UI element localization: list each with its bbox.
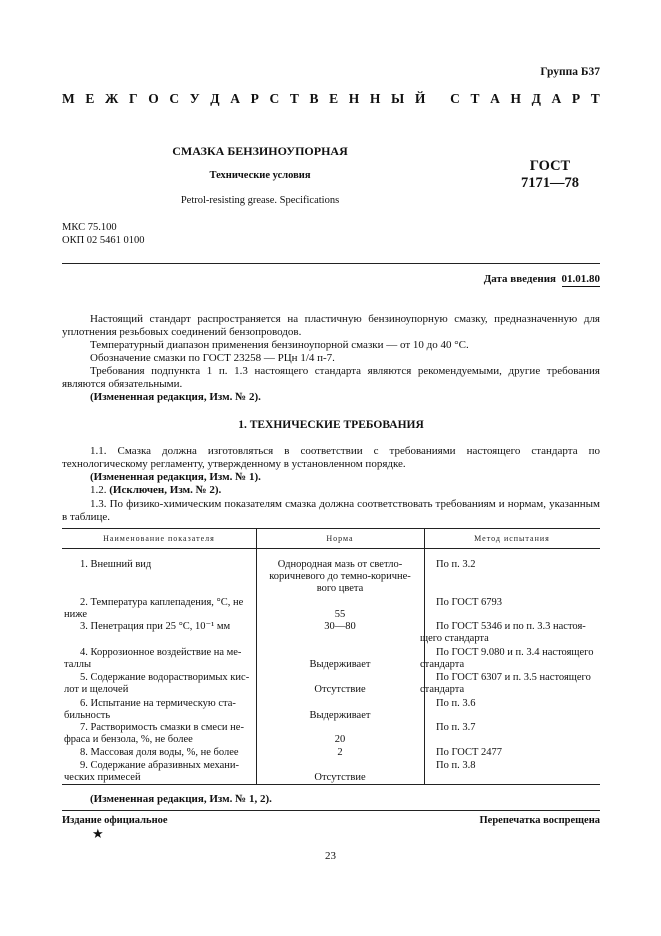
table-top-rule bbox=[62, 528, 600, 529]
table-cell-method-line: стандарта bbox=[420, 684, 465, 696]
gost-label: ГОСТ bbox=[529, 158, 571, 174]
table-cell-norm bbox=[260, 559, 420, 596]
table-cell-norm-line bbox=[260, 672, 420, 684]
mks-code: МКС 75.100 bbox=[62, 222, 117, 233]
star-icon: ★ bbox=[92, 826, 104, 841]
table-cell-name-line: 4. Коррозионное воздействие на ме- bbox=[80, 647, 242, 658]
section-paragraph-1-3: 1.3. По физико-химическим показателям смазка должна соответствовать требованиям и нормам, указанным в таблице. bbox=[62, 498, 600, 524]
gost-number bbox=[500, 158, 600, 192]
table-cell-method-line: По п. 3.2 bbox=[436, 559, 476, 570]
banner-letter: А bbox=[230, 91, 240, 106]
table-cell-norm bbox=[260, 722, 420, 746]
table-header-rule bbox=[62, 548, 600, 549]
table-cell-name bbox=[64, 760, 254, 784]
banner-letter: Е bbox=[85, 91, 95, 106]
table-cell-name-line: 1. Внешний вид bbox=[80, 559, 152, 570]
footer-rule bbox=[62, 810, 600, 811]
table-cell-name bbox=[64, 747, 254, 759]
table-cell-norm bbox=[260, 698, 420, 722]
banner-letter: Е bbox=[329, 91, 339, 106]
english-title: Petrol-resisting grease. Specifications bbox=[180, 195, 340, 206]
clause-1-2-number: 1.2. bbox=[90, 484, 107, 496]
banner-letter: С bbox=[269, 91, 280, 106]
section-amendment-note: (Измененная редакция, Изм. № 1). bbox=[90, 471, 261, 483]
table-cell-norm-line: 55 bbox=[334, 609, 346, 621]
banner-letter: Ж bbox=[105, 91, 119, 106]
table-bottom-rule bbox=[62, 784, 600, 785]
table-cell-norm bbox=[260, 647, 420, 671]
official-edition: Издание официальное bbox=[62, 815, 168, 826]
banner-letter: Д bbox=[210, 91, 220, 106]
table-cell-name bbox=[64, 621, 254, 633]
table-cell-name-line: ниже bbox=[64, 609, 88, 621]
effective-date-value: 01.01.80 bbox=[561, 273, 600, 285]
banner-letter: Т bbox=[289, 91, 299, 106]
table-cell-norm-line: Выдерживает bbox=[309, 659, 371, 671]
table-cell-norm-line bbox=[260, 597, 420, 609]
gost-code: 7171—78 bbox=[521, 175, 579, 191]
table-cell-method-line: По п. 3.6 bbox=[436, 698, 476, 709]
banner-letter: О bbox=[148, 91, 159, 106]
banner-letter: Н bbox=[510, 91, 521, 106]
banner-letter: Й bbox=[414, 91, 426, 106]
table-cell-method-line: По ГОСТ 5346 и по п. 3.3 настоя- bbox=[436, 621, 586, 632]
effective-date-label: Дата введения bbox=[483, 273, 556, 285]
banner-letter: Р bbox=[571, 91, 581, 106]
table-cell-method-line: стандарта bbox=[420, 659, 465, 671]
header-rule bbox=[62, 263, 600, 264]
table-cell-name bbox=[64, 722, 254, 746]
table-cell-name-line: 3. Пенетрация при 25 °С, 10⁻¹ мм bbox=[80, 621, 231, 632]
banner-letter: А bbox=[490, 91, 500, 106]
table-cell-norm-line bbox=[260, 647, 420, 659]
table-cell-norm-line: Отсутствие bbox=[314, 772, 366, 784]
table-cell-method-line: По п. 3.8 bbox=[436, 760, 476, 771]
intro-paragraph-2: Температурный диапазон применения бензиноупорной смазки — от 10 до 40 °С. bbox=[90, 339, 469, 351]
table-cell-name bbox=[64, 698, 254, 722]
table-cell-name-line: 6. Испытание на термическую ста- bbox=[80, 698, 236, 709]
banner-letter: С bbox=[169, 91, 180, 106]
table-cell-norm-line: вого цвета bbox=[316, 583, 364, 595]
banner-letter: М bbox=[62, 91, 75, 106]
table-cell-name-line: бильность bbox=[64, 710, 111, 722]
table-cell-name-line: лот и щелочей bbox=[64, 684, 129, 696]
table-cell-name-line: ческих примесей bbox=[64, 772, 141, 784]
table-cell-method bbox=[420, 698, 600, 710]
section-paragraph-1-2 bbox=[62, 484, 600, 497]
table-cell-norm-line: Однородная мазь от светло- bbox=[277, 559, 403, 570]
table-cell-method-line: По ГОСТ 6307 и п. 3.5 настоящего bbox=[436, 672, 591, 683]
table-cell-name-line: таллы bbox=[64, 659, 92, 671]
table-cell-name-line: 5. Содержание водорастворимых кис- bbox=[80, 672, 250, 683]
clause-1-2-text: (Исключен, Изм. № 2). bbox=[109, 484, 222, 496]
standard-banner bbox=[62, 91, 600, 107]
intro-paragraph-3: Обозначение смазки по ГОСТ 23258 — РЦн 1/4 п-7. bbox=[90, 352, 335, 364]
table-cell-method-line: По ГОСТ 9.080 и п. 3.4 настоящего bbox=[436, 647, 594, 658]
table-cell-norm-line bbox=[260, 760, 420, 772]
table-cell-norm bbox=[260, 747, 420, 759]
table-cell-name bbox=[64, 559, 254, 571]
table-cell-norm bbox=[260, 760, 420, 784]
banner-letter: Д bbox=[531, 91, 541, 106]
intro-paragraph-1: Настоящий стандарт распространяется на пластичную бензиноупорную смазку, предназначенную для уплотнения резьбовых соединений бензопроводов. bbox=[62, 313, 600, 339]
table-cell-method bbox=[420, 722, 600, 734]
banner-letter: Н bbox=[369, 91, 381, 106]
table-cell-method-line: По ГОСТ 2477 bbox=[436, 747, 503, 758]
table-cell-method-line: По ГОСТ 6793 bbox=[436, 597, 503, 608]
table-cell-norm bbox=[260, 672, 420, 696]
table-cell-norm-line: Отсутствие bbox=[314, 684, 366, 696]
table-cell-norm-line: 2 bbox=[337, 747, 343, 758]
table-cell-method bbox=[420, 597, 600, 609]
table-header-norm: Норма bbox=[326, 534, 354, 543]
table-cell-name-line: 9. Содержание абразивных механи- bbox=[80, 760, 240, 771]
table-cell-name-line: 2. Температура каплепадения, °С, не bbox=[80, 597, 244, 608]
table-cell-name-line: фраса и бензола, %, не более bbox=[64, 734, 193, 746]
table-cell-method bbox=[420, 621, 600, 645]
banner-letter: Ы bbox=[391, 91, 405, 106]
table-cell-method bbox=[420, 559, 600, 571]
table-cell-name-line: 8. Массовая доля воды, %, не более bbox=[80, 747, 239, 758]
table-cell-method bbox=[420, 647, 600, 671]
page-number: 23 bbox=[325, 850, 336, 862]
document-subtitle: Технические условия bbox=[209, 170, 311, 181]
table-header-method: Метод испытания bbox=[474, 534, 550, 543]
banner-letter: А bbox=[551, 91, 562, 106]
table-cell-method bbox=[420, 747, 600, 759]
intro-paragraph-4: Требования подпункта 1 п. 1.3 настоящего стандарта являются рекомендуемыми, другие требования являются обязательными. bbox=[62, 365, 600, 391]
table-cell-name bbox=[64, 597, 254, 621]
section-heading: 1. ТЕХНИЧЕСКИЕ ТРЕБОВАНИЯ bbox=[238, 419, 424, 431]
table-header-name: Наименование показателя bbox=[103, 534, 215, 543]
section-paragraph-1-1: 1.1. Смазка должна изготовляться в соответствии с требованиями настоящего стандарта по технологическому регламенту, утвержденному в установленном порядке. bbox=[62, 445, 600, 471]
banner-letter bbox=[436, 91, 439, 107]
table-amendment-note: (Измененная редакция, Изм. № 1, 2). bbox=[90, 793, 272, 805]
effective-date bbox=[300, 273, 600, 285]
group-code: Группа Б37 bbox=[540, 66, 600, 78]
banner-letter: Г bbox=[129, 91, 138, 106]
table-cell-name bbox=[64, 647, 254, 671]
table-cell-name bbox=[64, 672, 254, 696]
table-cell-norm-line: 20 bbox=[334, 734, 346, 746]
table-cell-name-line: 7. Растворимость смазки в смеси не- bbox=[80, 722, 244, 733]
table-cell-norm-line: Выдерживает bbox=[309, 710, 371, 722]
banner-letter: Н bbox=[348, 91, 360, 106]
banner-letter: В bbox=[309, 91, 319, 106]
banner-letter: Т bbox=[590, 91, 600, 106]
table-cell-norm-line: коричневого до темно-коричне- bbox=[269, 571, 411, 583]
okp-code: ОКП 02 5461 0100 bbox=[62, 235, 145, 246]
table-cell-norm bbox=[260, 621, 420, 633]
classification-codes bbox=[62, 221, 145, 247]
table-cell-norm-line bbox=[260, 698, 420, 710]
table-cell-norm bbox=[260, 597, 420, 621]
banner-letter: С bbox=[450, 91, 460, 106]
banner-letter: У bbox=[189, 91, 200, 106]
banner-letter: Т bbox=[470, 91, 480, 106]
table-cell-norm-line: 30—80 bbox=[324, 621, 356, 632]
reprint-prohibited: Перепечатка воспрещена bbox=[479, 815, 600, 826]
table-cell-norm-line bbox=[260, 722, 420, 734]
table-cell-method-line: По п. 3.7 bbox=[436, 722, 476, 733]
table-cell-method bbox=[420, 760, 600, 772]
banner-letter: Р bbox=[250, 91, 259, 106]
document-title: СМАЗКА БЕНЗИНОУПОРНАЯ bbox=[172, 144, 348, 158]
intro-amendment-note: (Измененная редакция, Изм. № 2). bbox=[90, 391, 261, 403]
table-cell-method bbox=[420, 672, 600, 696]
table-divider-1 bbox=[256, 548, 257, 784]
table-cell-method-line: щего стандарта bbox=[420, 633, 489, 645]
